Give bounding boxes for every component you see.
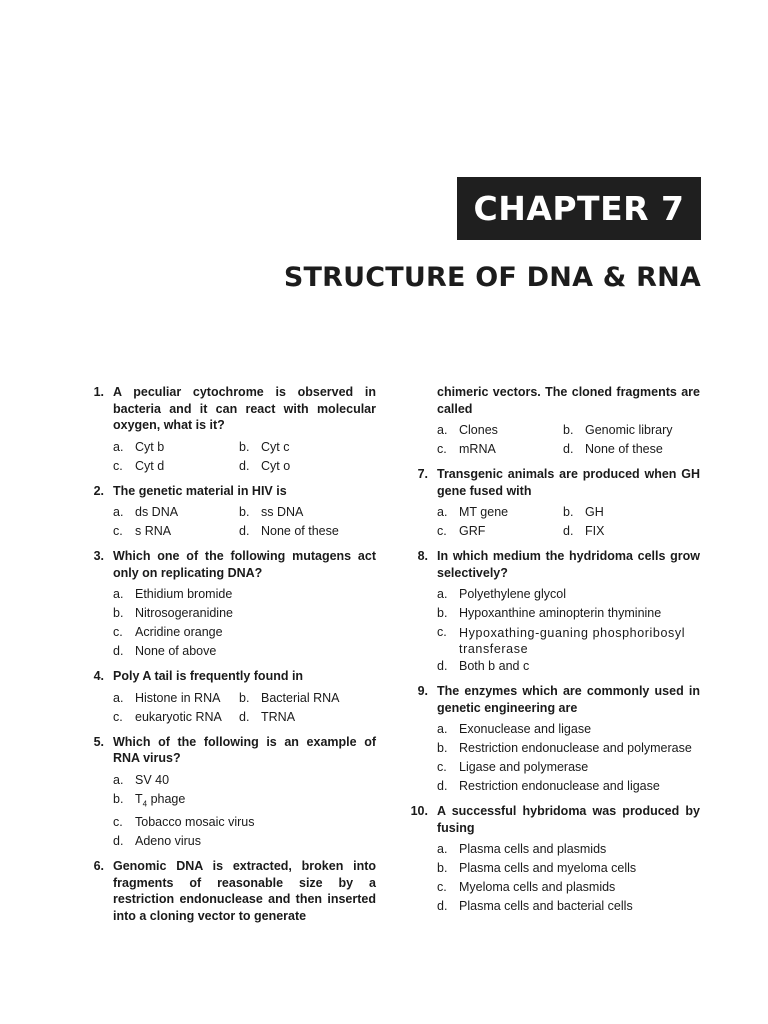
option-a: a. Plasma cells and plasmids <box>437 842 607 856</box>
option-a: a. MT gene <box>437 505 509 519</box>
option-a: a. Cyt b <box>113 439 165 454</box>
option-b: b. Nitrosogeranidine <box>113 606 233 620</box>
question-text: The enzymes which are commonly used in genetic engineering are <box>437 684 700 715</box>
option-c: c. Acridine orange <box>113 625 223 639</box>
question-number: 9. <box>417 684 428 698</box>
question-number: 2. <box>93 483 104 498</box>
option-c: c. mRNA <box>437 442 496 456</box>
question-7 <box>410 466 700 541</box>
question-text: Which of the following is an example of RNA virus? <box>113 734 376 765</box>
question-3 <box>86 548 376 661</box>
option-c: c. Hypoxathing-guaning phosphoribosyl transferase <box>437 625 686 656</box>
options <box>113 771 376 852</box>
right-column <box>410 384 700 923</box>
question-number: 3. <box>93 549 104 563</box>
option-d: d. Plasma cells and bacterial cells <box>437 899 633 913</box>
option-b: b. Restriction endonuclease and polymerase <box>437 741 692 755</box>
option-c: c. Cyt d <box>113 458 165 473</box>
option-b: b. Genomic library <box>563 423 673 437</box>
question-10 <box>410 803 700 916</box>
options <box>437 421 700 459</box>
options <box>437 585 700 676</box>
option-a: a. Histone in RNA <box>113 690 221 705</box>
options <box>437 720 700 796</box>
question-text: In which medium the hydridoma cells grow selectively? <box>437 549 700 580</box>
question-8 <box>410 548 700 676</box>
option-c: c. Ligase and polymerase <box>437 760 589 774</box>
option-b: b. Hypoxanthine aminopterin thyminine <box>437 606 662 620</box>
options <box>113 503 376 541</box>
option-d: d. Restriction endonuclease and ligase <box>437 779 660 793</box>
option-b: b. $T_4$ phage <box>113 791 186 808</box>
option-a: a. Clones <box>437 423 498 437</box>
options <box>437 503 700 541</box>
question-number: 4. <box>93 669 104 683</box>
option-d: d. TRNA <box>239 709 296 724</box>
option-a: a. Polyethylene glycol <box>437 587 567 601</box>
question-1 <box>86 384 376 476</box>
option-d: d. Cyt o <box>239 458 291 473</box>
option-a: a. SV 40 <box>113 772 170 787</box>
option-a: a. Exonuclease and ligase <box>437 722 592 736</box>
question-number: 10. <box>410 804 428 818</box>
option-d: d. Both b and c <box>437 659 530 673</box>
option-c: c. eukaryotic RNA <box>113 709 222 724</box>
question-text: A successful hybridoma was produced by fusing <box>437 804 700 835</box>
question-text: A peculiar cytochrome is observed in bacteria and it can react with molecular oxygen, what is it? <box>113 385 376 432</box>
left-column <box>86 384 376 931</box>
question-number: 5. <box>93 734 104 749</box>
options <box>113 585 376 661</box>
options <box>113 689 376 727</box>
question-number: 8. <box>417 549 428 563</box>
option-b: b. Bacterial RNA <box>239 690 340 705</box>
question-number: 7. <box>417 467 428 481</box>
question-2 <box>86 483 376 542</box>
option-a: a. Ethidium bromide <box>113 587 233 601</box>
chapter-title: STRUCTURE OF DNA & RNA <box>283 262 701 293</box>
question-number: 6. <box>93 859 104 873</box>
option-d: d. None of above <box>113 644 217 658</box>
option-b: b. ss DNA <box>239 505 304 519</box>
chapter-label: CHAPTER 7 <box>473 189 685 228</box>
option-d: d. None of these <box>563 442 663 456</box>
question-9 <box>410 683 700 796</box>
question-text: Poly A tail is frequently found in <box>113 669 304 683</box>
option-d: d. FIX <box>563 524 605 538</box>
question-text: Transgenic animals are produced when GH gene fused with <box>437 467 700 498</box>
option-c: c. Tobacco mosaic virus <box>113 815 255 829</box>
option-b: b. Cyt c <box>239 439 290 454</box>
option-b: b. Plasma cells and myeloma cells <box>437 861 637 875</box>
question-text-continued: chimeric vectors. The cloned fragments are called <box>437 385 700 416</box>
option-a: a. ds DNA <box>113 505 179 519</box>
question-4 <box>86 668 376 727</box>
question-5 <box>86 734 376 852</box>
option-c: c. s RNA <box>113 524 172 538</box>
options <box>437 840 700 916</box>
option-c: c. Myeloma cells and plasmids <box>437 880 616 894</box>
question-text: The genetic material in HIV is <box>113 483 287 498</box>
question-number: 1. <box>93 385 104 399</box>
option-d: d. Adeno virus <box>113 834 202 848</box>
question-text: Genomic DNA is extracted, broken into fragments of reasonable size by a restriction endonuclease and then inserted into a cloning vector to generate <box>113 859 376 923</box>
options <box>113 438 376 476</box>
option-b: b. GH <box>563 505 604 519</box>
option-c: c. GRF <box>437 524 486 538</box>
question-6-continued <box>410 384 700 459</box>
question-6 <box>86 858 376 924</box>
question-text: Which one of the following mutagens act only on replicating DNA? <box>113 549 376 580</box>
chapter-label-box <box>457 177 701 240</box>
option-d: d. None of these <box>239 524 339 538</box>
